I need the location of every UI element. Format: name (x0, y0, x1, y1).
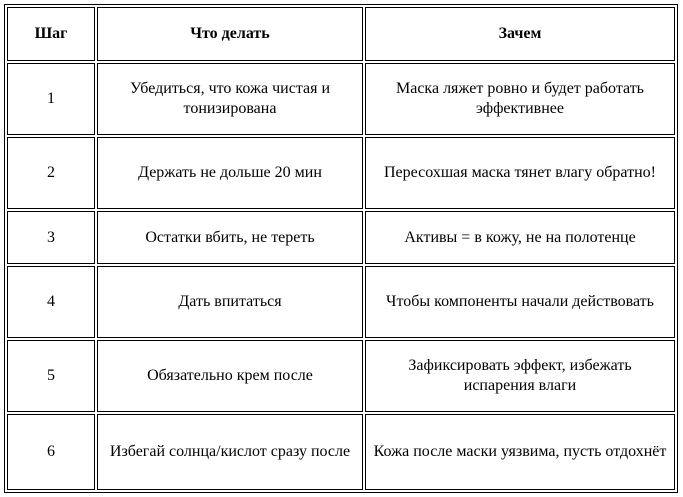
step-number: 3 (7, 211, 95, 264)
step-number: 6 (7, 414, 95, 490)
step-reason: Маска ляжет ровно и будет работать эффективнее (365, 63, 675, 135)
table-row (7, 340, 675, 412)
step-number: 4 (7, 266, 95, 338)
table-row (7, 63, 675, 135)
table-row (7, 137, 675, 209)
step-action: Держать не дольше 20 мин (97, 137, 363, 209)
step-action: Обязательно крем после (97, 340, 363, 412)
mask-steps-table (4, 4, 678, 493)
step-reason: Пересохшая маска тянет влагу обратно! (365, 137, 675, 209)
step-reason: Кожа после маски уязвима, пусть отдохнёт (365, 414, 675, 490)
step-reason: Активы = в кожу, не на полотенце (365, 211, 675, 264)
table-header-row (7, 7, 675, 61)
header-reason: Зачем (365, 7, 675, 61)
table-row (7, 211, 675, 264)
step-reason: Чтобы компоненты начали действовать (365, 266, 675, 338)
step-reason: Зафиксировать эффект, избежать испарения влаги (365, 340, 675, 412)
step-number: 1 (7, 63, 95, 135)
step-action: Избегай солнца/кислот сразу после (97, 414, 363, 490)
step-action: Убедиться, что кожа чистая и тонизирована (97, 63, 363, 135)
step-action: Дать впитаться (97, 266, 363, 338)
step-number: 2 (7, 137, 95, 209)
header-step: Шаг (7, 7, 95, 61)
table-row (7, 266, 675, 338)
step-action: Остатки вбить, не тереть (97, 211, 363, 264)
header-action: Что делать (97, 7, 363, 61)
table-row (7, 414, 675, 490)
step-number: 5 (7, 340, 95, 412)
